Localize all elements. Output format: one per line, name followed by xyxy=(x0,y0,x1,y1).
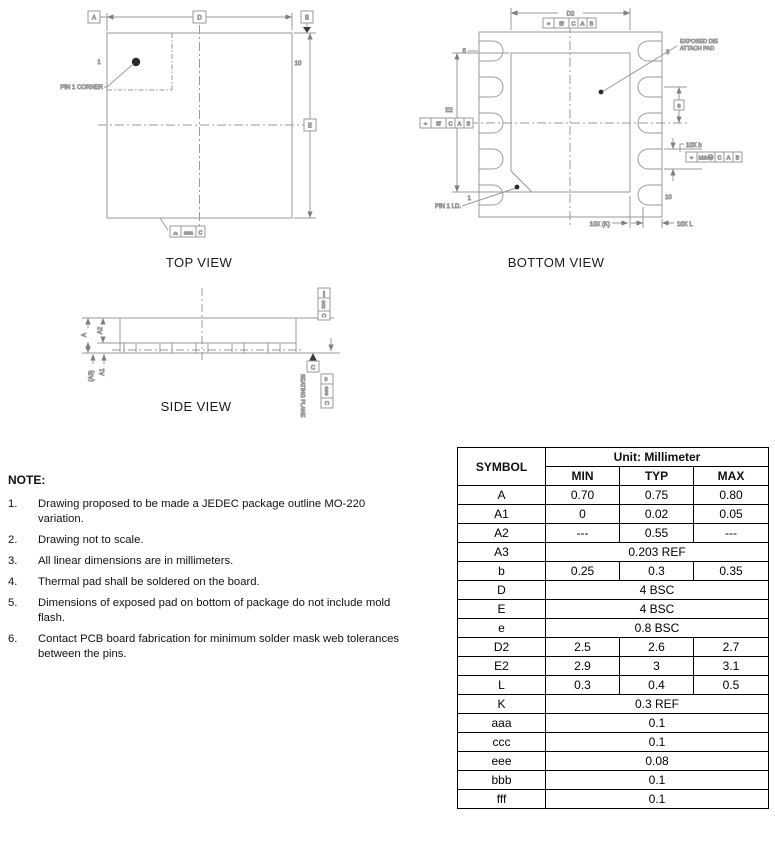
table-header-row xyxy=(458,448,769,467)
exposed-pad-label-2: ATTACH PAD xyxy=(680,46,715,52)
bottom-view-drawing xyxy=(420,8,742,228)
svg-text:C: C xyxy=(320,313,326,318)
svg-text:fff: fff xyxy=(436,121,441,128)
table-row: E2 2.9 3 3.1 xyxy=(458,657,769,676)
notes-heading: NOTE: xyxy=(8,473,46,487)
fcf-d2-frame xyxy=(543,18,596,28)
seating-plane-label: SEATING PLANE xyxy=(299,374,305,418)
parallelism-symbol-icon: ∥ xyxy=(322,291,326,298)
svg-text:B: B xyxy=(735,155,740,162)
dim-a-label: A xyxy=(82,332,88,338)
svg-text:C: C xyxy=(323,401,329,405)
table-row: L 0.3 0.4 0.5 xyxy=(458,676,769,695)
svg-text:C: C xyxy=(571,21,576,28)
dim-e-label: E xyxy=(307,123,313,130)
table-row: fff 0.1 xyxy=(458,790,769,809)
bottom-view-caption: BOTTOM VIEW xyxy=(507,255,605,270)
note-item: 3. All linear dimensions are in millimeters. xyxy=(8,555,234,567)
bottom-pin10-label: 10 xyxy=(665,195,672,201)
table-row: A1 0 0.02 0.05 xyxy=(458,505,769,524)
table-row: A2 --- 0.55 --- xyxy=(458,524,769,543)
svg-text:aaa: aaa xyxy=(183,230,194,237)
table-row: b 0.25 0.3 0.35 xyxy=(458,562,769,581)
datum-b-triangle xyxy=(303,27,311,33)
mmc-modifier-icon: bbbⓂ xyxy=(698,155,714,162)
fcf-e2-frame xyxy=(420,118,473,128)
fcf-ccc-frame xyxy=(318,288,330,320)
dim-a3-label: (A3) xyxy=(89,370,95,382)
note-item: 5. Dimensions of exposed pad on bottom of package do not include mold flash. xyxy=(8,597,391,624)
top-pin1-label: 1 xyxy=(97,60,101,66)
svg-text:A: A xyxy=(580,21,585,28)
dim-a1-label: A1 xyxy=(100,368,106,376)
profile-symbol-icon: ⌓ xyxy=(323,376,329,382)
dim-l-label: 10X L xyxy=(677,222,693,228)
svg-text:A: A xyxy=(726,155,731,162)
dim-e2-label: E2 xyxy=(445,108,453,114)
datum-b-label: B xyxy=(304,15,310,22)
profile-symbol-icon: ⌓ xyxy=(173,230,178,237)
dim-e-pitch-label: e xyxy=(677,103,681,110)
note-item: 4. Thermal pad shall be soldered on the board. xyxy=(8,576,260,588)
bottom-pin1-label: 1 xyxy=(467,196,471,202)
svg-text:B: B xyxy=(589,21,594,28)
symbol-header: SYMBOL xyxy=(458,448,546,486)
position-symbol-icon: ⌖ xyxy=(546,21,551,28)
unit-header: Unit: Millimeter xyxy=(546,448,769,467)
svg-text:B: B xyxy=(466,121,471,128)
table-row: aaa 0.1 xyxy=(458,714,769,733)
table-row: A 0.70 0.75 0.80 xyxy=(458,486,769,505)
pin1-corner-dot xyxy=(132,58,140,66)
svg-text:eee: eee xyxy=(323,386,329,396)
svg-text:ccc: ccc xyxy=(320,300,326,309)
dim-a2-label: A2 xyxy=(98,326,104,335)
notes-section xyxy=(8,473,436,662)
note-item: 1. Drawing proposed to be made a JEDEC package outline MO-220 variation. xyxy=(8,498,366,525)
top-pin10-label: 10 xyxy=(294,61,302,67)
svg-text:fff: fff xyxy=(559,21,564,28)
side-view-caption: SIDE VIEW xyxy=(160,399,232,414)
pin1-corner-label: PIN 1 CORNER xyxy=(60,85,103,91)
datum-a-label: A xyxy=(91,15,97,22)
table-row: ccc 0.1 xyxy=(458,733,769,752)
svg-text:C: C xyxy=(448,121,453,128)
pin1-id-dot xyxy=(515,185,520,190)
dim-d2-label: D2 xyxy=(566,11,575,18)
note-item: 6. Contact PCB board fabrication for minimum solder mask web tolerances between the pins. xyxy=(8,633,400,660)
table-row: D 4 BSC xyxy=(458,581,769,600)
table-row: D2 2.5 2.6 2.7 xyxy=(458,638,769,657)
top-view-drawing xyxy=(60,11,316,237)
svg-text:C: C xyxy=(717,155,722,162)
table-row: eee 0.08 xyxy=(458,752,769,771)
position-symbol-icon: ⌖ xyxy=(423,121,428,128)
svg-text:C: C xyxy=(198,230,203,237)
top-view-caption: TOP VIEW xyxy=(165,255,233,270)
pad-callout-dot xyxy=(599,90,604,95)
dim-d-label: D xyxy=(197,15,202,22)
fcf-eee-frame xyxy=(321,374,333,408)
table-row: e 0.8 BSC xyxy=(458,619,769,638)
datum-c-label: C xyxy=(310,365,316,372)
datum-c-triangle xyxy=(309,353,317,361)
bottom-pin5-label: 5 xyxy=(462,49,466,55)
dimension-table xyxy=(457,447,769,809)
note-item: 2. Drawing not to scale. xyxy=(8,534,144,546)
table-row: K 0.3 REF xyxy=(458,695,769,714)
pin1-id-label: PIN 1 I.D. xyxy=(434,204,461,210)
dim-k-label: 10X (K) xyxy=(589,222,610,228)
dim-b-label: 10X b xyxy=(686,143,702,149)
table-row: A3 0.203 REF xyxy=(458,543,769,562)
exposed-pad-label-1: EXPOSED DIE xyxy=(680,39,718,45)
fcf-b-frame xyxy=(686,152,742,162)
fcf-aaa-frame xyxy=(170,226,205,237)
table-subheader-row: MIN TYP MAX xyxy=(458,467,769,486)
table-row: E 4 BSC xyxy=(458,600,769,619)
bottom-pin6-label: 6 xyxy=(666,50,670,56)
table-row: bbb 0.1 xyxy=(458,771,769,790)
svg-text:A: A xyxy=(457,121,462,128)
position-symbol-icon: ⌖ xyxy=(689,155,694,162)
